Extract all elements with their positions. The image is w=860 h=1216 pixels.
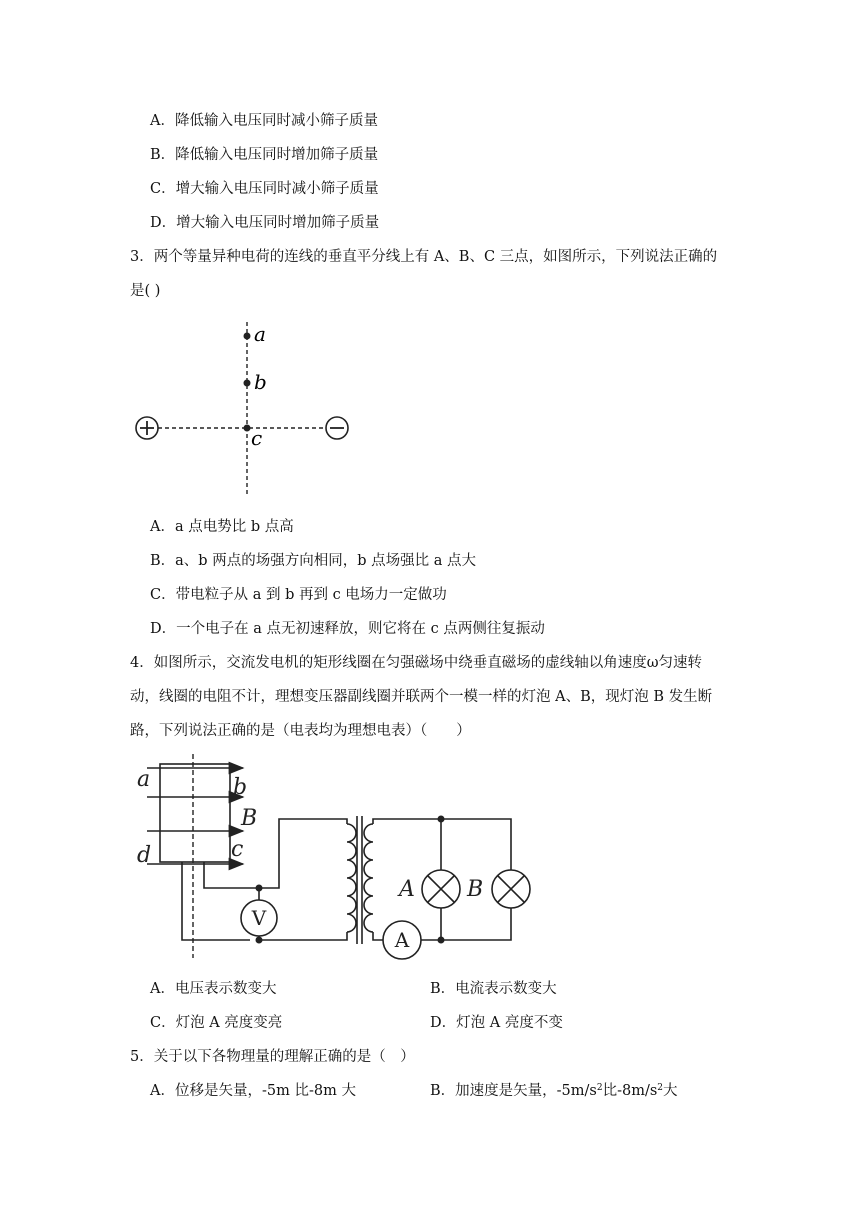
voltmeter-icon: V [251, 906, 267, 930]
ammeter-icon: A [394, 928, 410, 952]
q2-option-c: C．增大输入电压同时减小筛子质量 [150, 181, 379, 197]
label-b: b [233, 775, 248, 800]
q4-option-d: D．灯泡 A 亮度不变 [430, 1015, 563, 1031]
q4-stem-line1: 4．如图所示，交流发电机的矩形线圈在匀强磁场中绕垂直磁场的虚线轴以角速度ω匀速转 [130, 655, 703, 671]
q3-option-a: A．a 点电势比 b 点高 [150, 519, 294, 535]
q4-stem-line2: 动，线圈的电阻不计，理想变压器副线圈并联两个一模一样的灯泡 A、B，现灯泡 B 发生断 [130, 689, 713, 705]
label-a: a [254, 322, 266, 346]
positive-charge-icon [136, 417, 158, 439]
q3-option-b: B．a、b 两点的场强方向相同，b 点场强比 a 点大 [150, 553, 476, 569]
q4-stem-line3: 路，下列说法正确的是（电表均为理想电表）（ ） [130, 723, 471, 739]
q5-option-a: A．位移是矢量，-5m 比-8m 大 [150, 1083, 356, 1099]
lamp-a-label: A [399, 877, 415, 902]
q5-option-b: B．加速度是矢量，$-5m/s^2$比$-8m/s^2$大 [430, 1083, 678, 1099]
q3-stem-line1: 3．两个等量异种电荷的连线的垂直平分线上有 A、B、C 三点，如图所示，下列说法正确的 [130, 249, 718, 265]
q2-option-a: A．降低输入电压同时减小筛子质量 [150, 113, 378, 129]
q4-option-b: B．电流表示数变大 [430, 981, 557, 997]
q2-option-d: D．增大输入电压同时增加筛子质量 [150, 215, 380, 231]
label-B: B [241, 806, 258, 831]
lamp-b-label: B [467, 877, 484, 902]
q3-option-d: D．一个电子在 a 点无初速释放，则它将在 c 点两侧往复振动 [150, 621, 545, 637]
q3-field-figure [130, 318, 360, 500]
negative-charge-icon [326, 417, 348, 439]
q4-circuit-figure [125, 752, 535, 964]
point-a [244, 333, 251, 340]
label-b: b [254, 370, 267, 394]
point-b [244, 380, 251, 387]
q5-stem: 5．关于以下各物理量的理解正确的是（ ） [130, 1049, 415, 1065]
q3-stem-line2: 是( ) [130, 283, 161, 299]
label-c: c [231, 837, 244, 862]
q2-option-b: B．降低输入电压同时增加筛子质量 [150, 147, 379, 163]
label-d: d [137, 843, 152, 868]
q4-option-c: C．灯泡 A 亮度变亮 [150, 1015, 283, 1031]
q3-option-c: C．带电粒子从 a 到 b 再到 c 电场力一定做功 [150, 587, 447, 603]
point-c [244, 425, 251, 432]
q4-option-a: A．电压表示数变大 [150, 981, 277, 997]
label-c: c [251, 426, 263, 450]
label-a: a [137, 767, 151, 792]
